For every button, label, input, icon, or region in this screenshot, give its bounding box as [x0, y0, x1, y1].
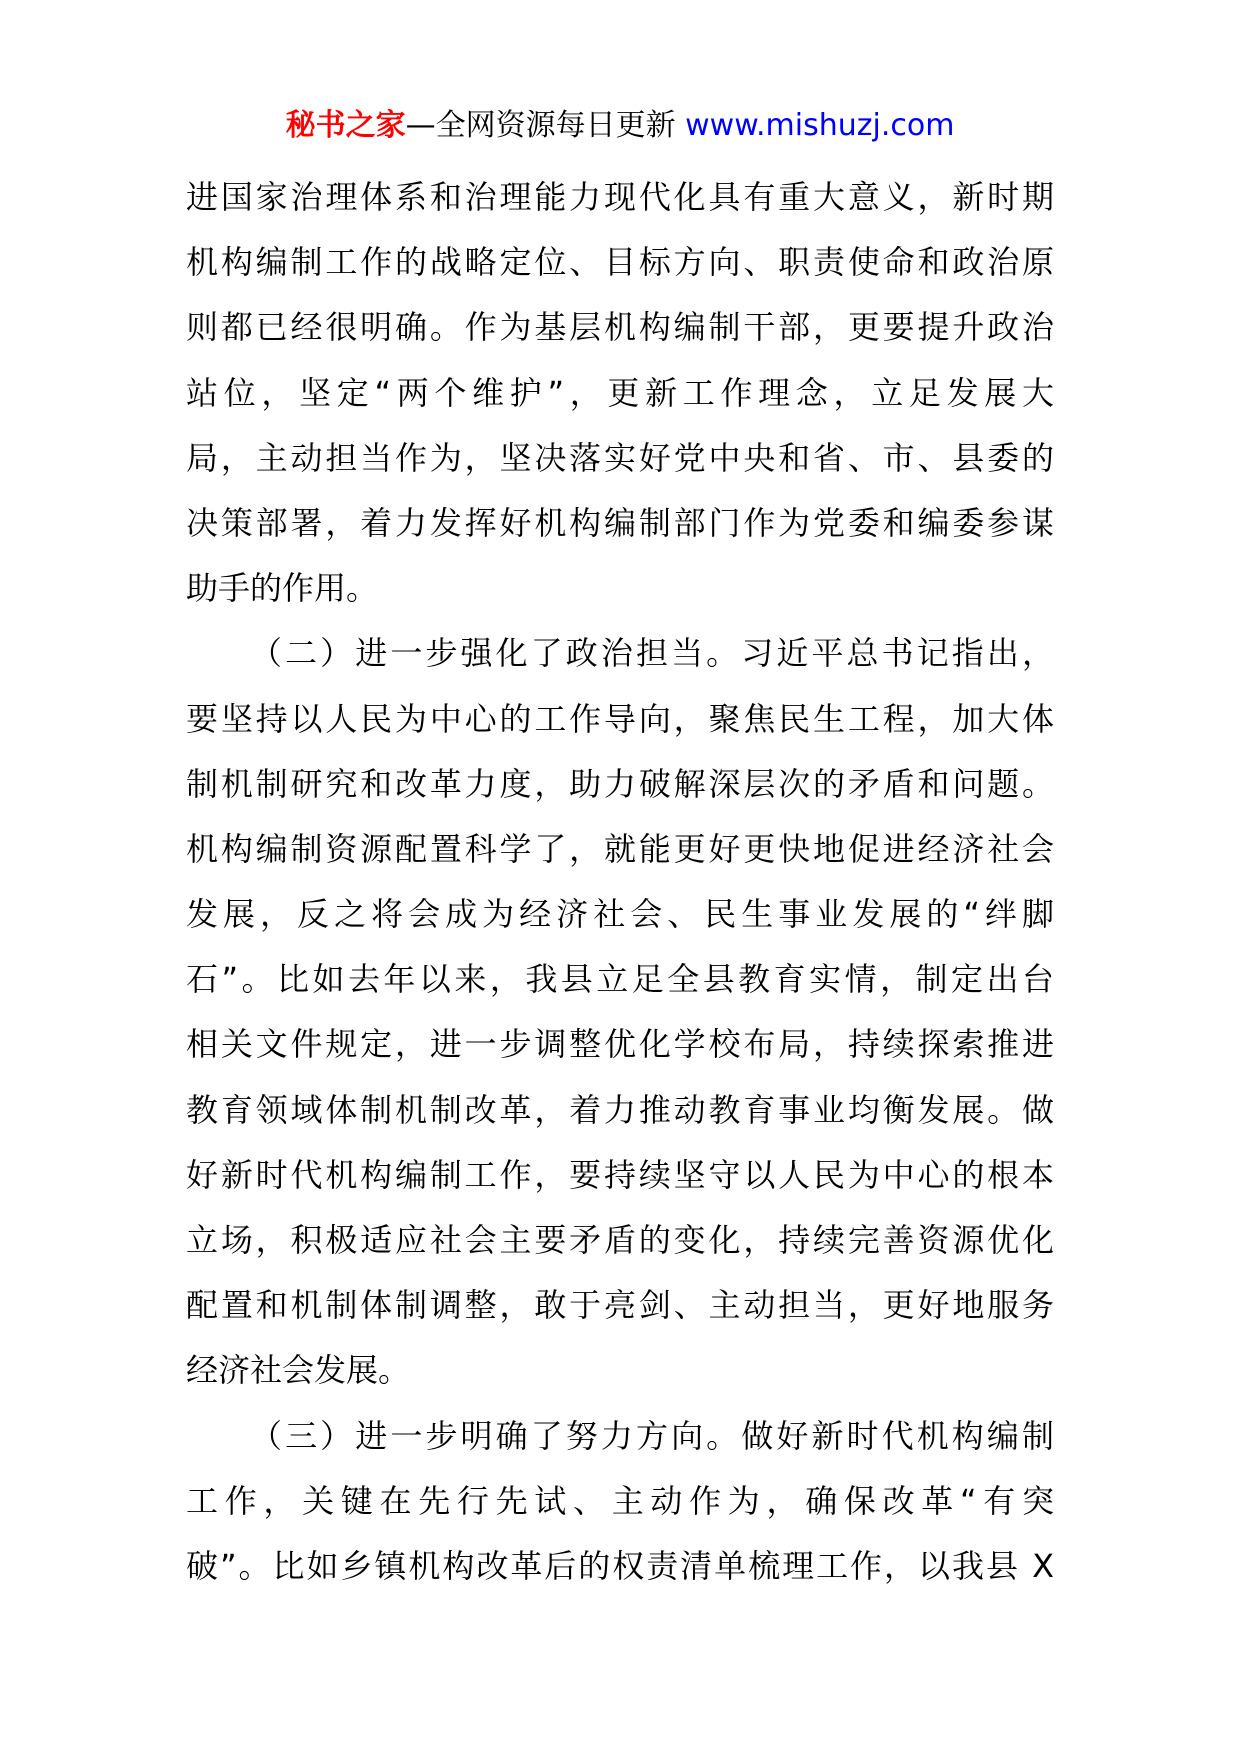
text-line: 经济社会发展。 [186, 1351, 411, 1390]
site-brand: 秘书之家 [285, 108, 406, 143]
text-line: 助手的作用。 [186, 569, 379, 608]
text-line: 进国家治理体系和治理能力现代化具有重大意义，新时期 [186, 178, 1054, 216]
text-line: 石”。比如去年以来，我县立足全县教育实情，制定出台 [186, 960, 1054, 999]
document-body [186, 165, 1054, 1599]
site-header [0, 104, 1240, 148]
text-line: 教育领域体制机制改革，着力推动教育事业均衡发展。做 [186, 1090, 1054, 1129]
text-line: 机构编制工作的战略定位、目标方向、职责使命和政治原 [186, 243, 1054, 282]
section-heading-line: （二）进一步强化了政治担当。习近平总书记指出， [250, 634, 1054, 673]
text-line: 破”。比如乡镇机构改革后的权责清单梳理工作，以我县 X [186, 1546, 1054, 1585]
text-line: 站位，坚定“两个维护”，更新工作理念，立足发展大 [186, 373, 1054, 412]
text-line: 立场，积极适应社会主要矛盾的变化，持续完善资源优化 [186, 1221, 1054, 1259]
text-line: 局，主动担当作为，坚决落实好党中央和省、市、县委的 [186, 438, 1054, 477]
site-tagline: —全网资源每日更新 [405, 108, 676, 143]
text-line: 则都已经很明确。作为基层机构编制干部，更要提升政治 [186, 308, 1054, 347]
text-line: 配置和机制体制调整，敢于亮剑、主动担当，更好地服务 [186, 1286, 1054, 1325]
text-line: 制机制研究和改革力度，助力破解深层次的矛盾和问题。 [186, 764, 1054, 803]
text-line: 发展，反之将会成为经济社会、民生事业发展的“绊脚 [186, 895, 1054, 934]
section-heading-line: （三）进一步明确了努力方向。做好新时代机构编制 [250, 1416, 1054, 1455]
text-line: 决策部署，着力发挥好机构编制部门作为党委和编委参谋 [186, 503, 1054, 542]
text-line: 要坚持以人民为中心的工作导向，聚焦民生工程，加大体 [186, 699, 1054, 738]
site-url-link[interactable]: www.mishuzj.com [685, 108, 955, 143]
text-line: 机构编制资源配置科学了，就能更好更快地促进经济社会 [186, 829, 1054, 868]
text-line: 好新时代机构编制工作，要持续坚守以人民为中心的根本 [186, 1155, 1054, 1194]
text-line: 相关文件规定，进一步调整优化学校布局，持续探索推进 [186, 1025, 1054, 1064]
text-line: 工作，关键在先行先试、主动作为，确保改革“有突 [186, 1481, 1054, 1520]
